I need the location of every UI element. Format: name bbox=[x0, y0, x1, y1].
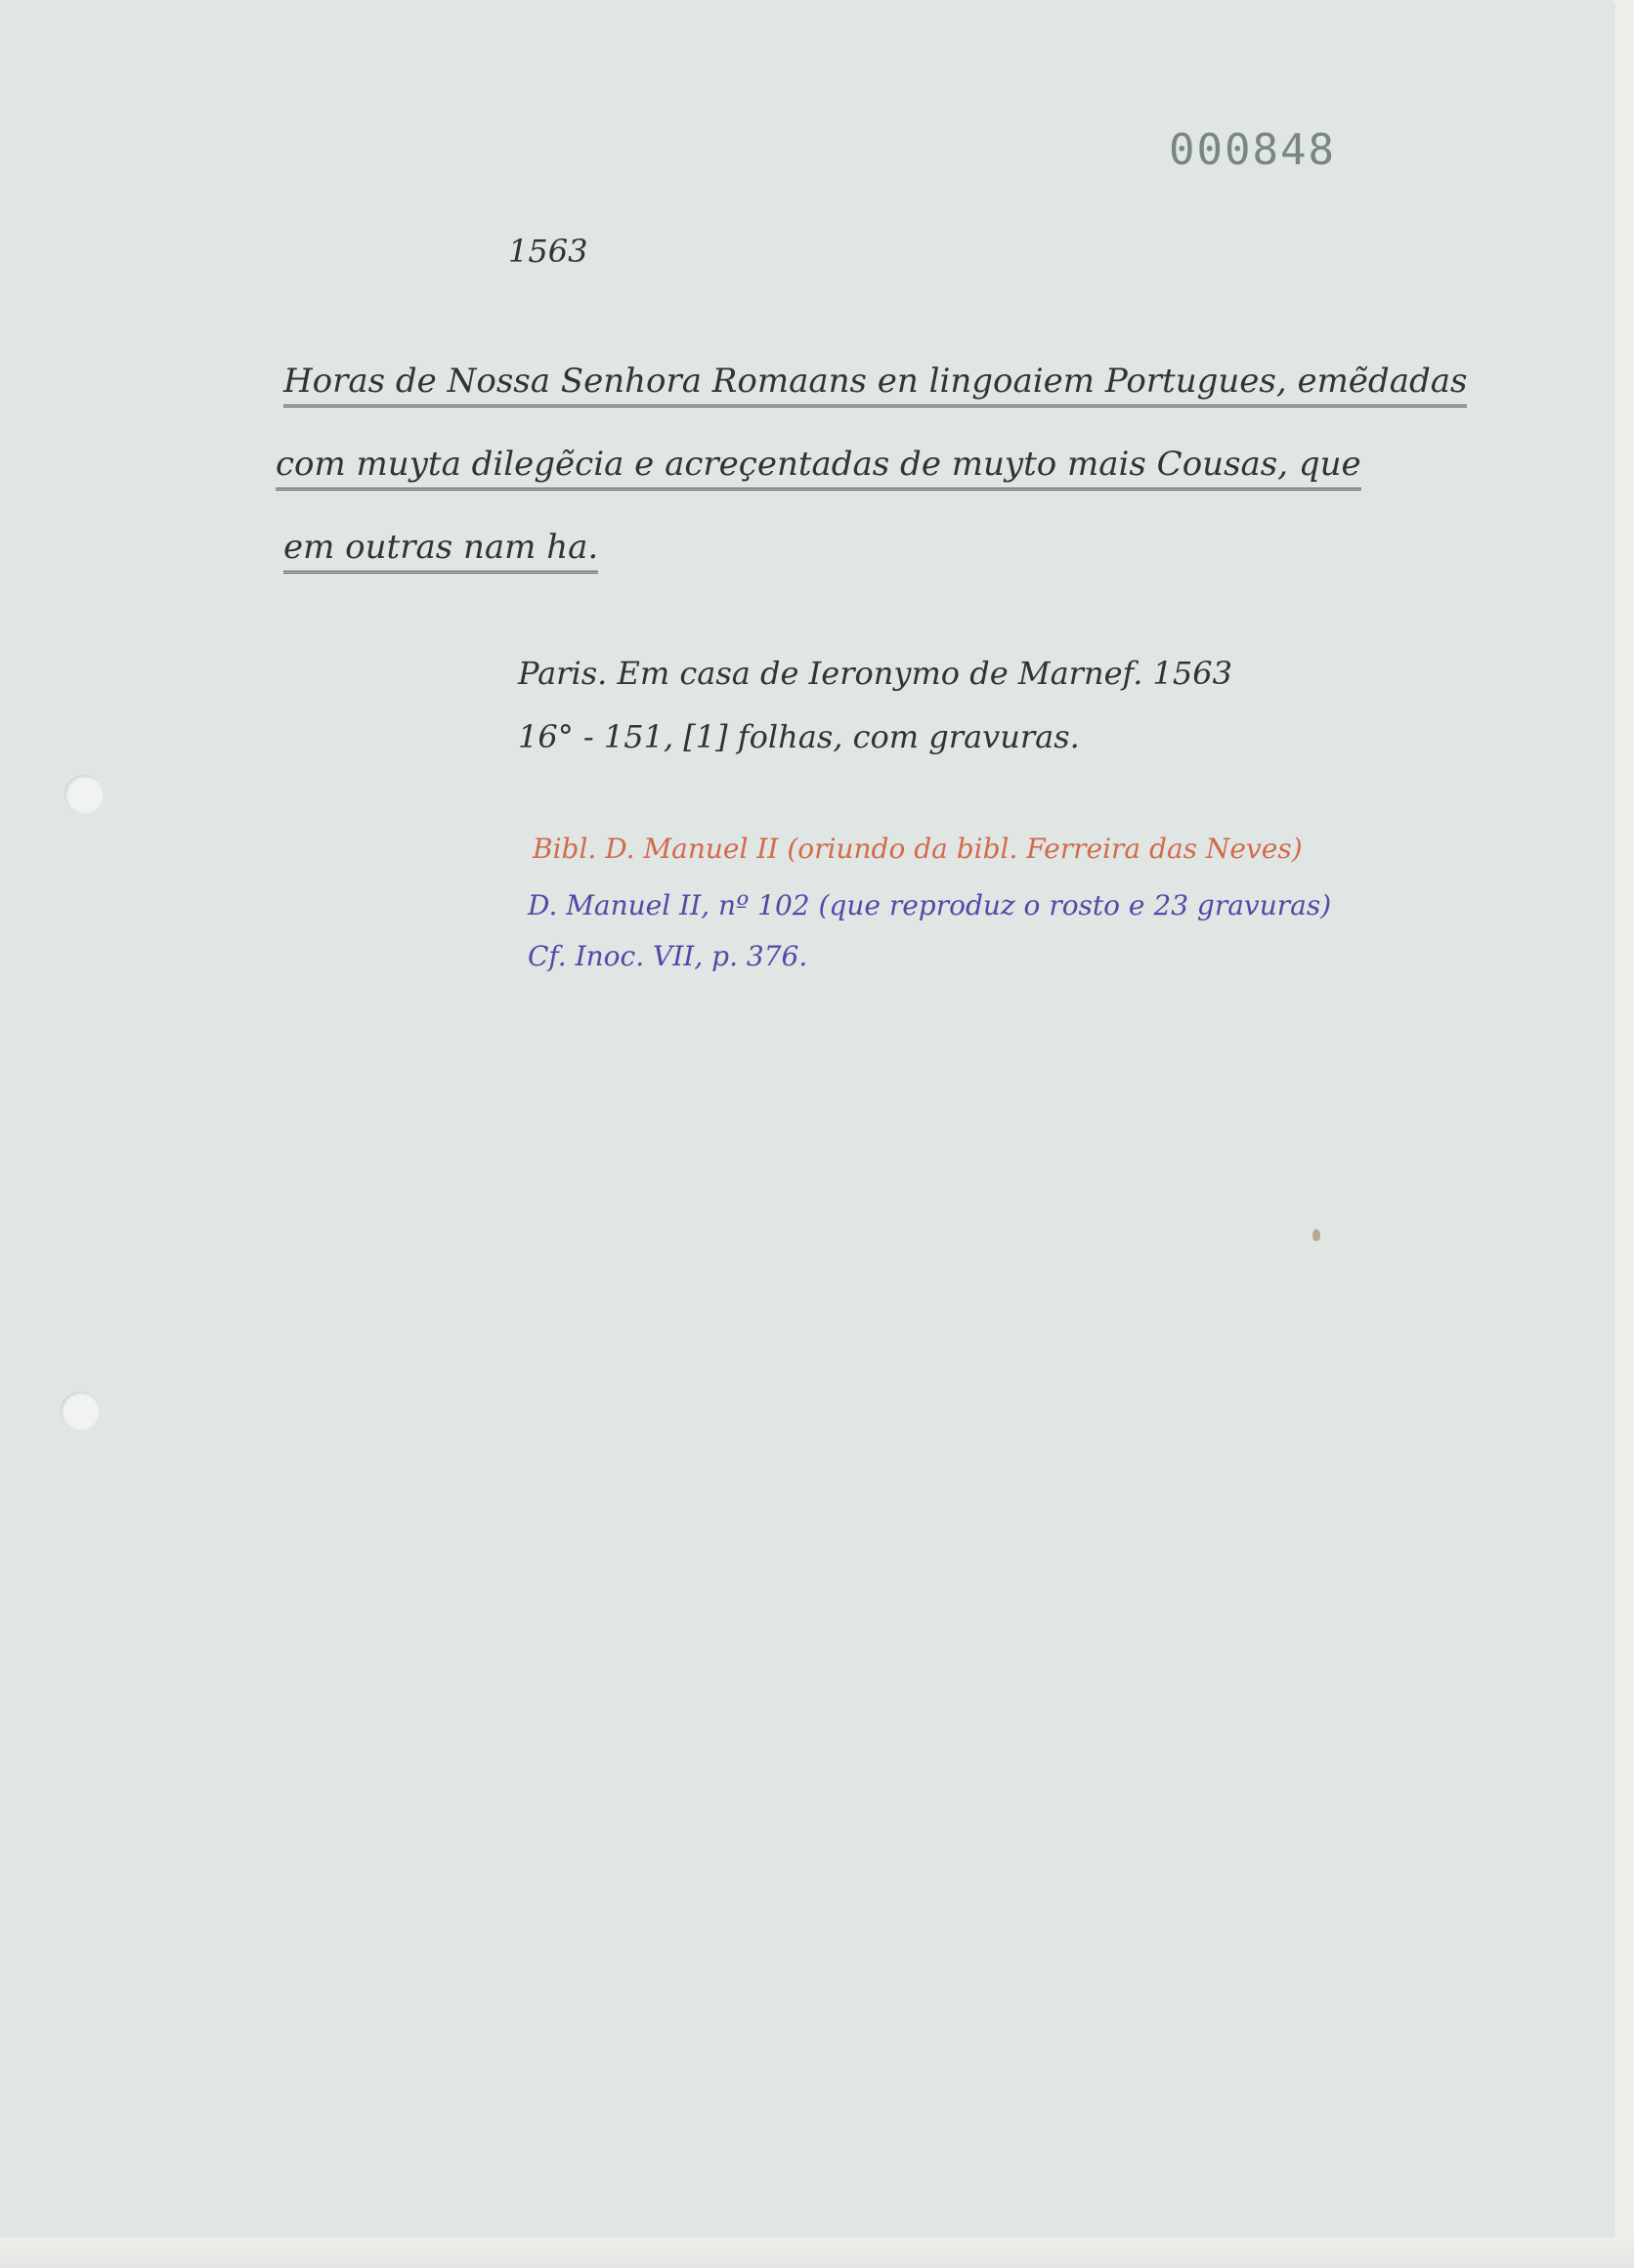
reference-note-2: Cf. Inoc. VII, p. 376. bbox=[528, 940, 808, 972]
imprint-line: Paris. Em casa de Ieronymo de Marnef. 1563 bbox=[518, 655, 1232, 692]
paper-speck bbox=[1312, 1229, 1320, 1241]
reference-note-1: D. Manuel II, nº 102 (que reproduz o rosto e 23 gravuras) bbox=[528, 889, 1332, 921]
title-line-3: em outras nam ha. bbox=[283, 528, 598, 574]
provenance-note: Bibl. D. Manuel II (oriundo da bibl. Ferreira das Neves) bbox=[533, 833, 1303, 865]
collation-line: 16° - 151, [1] folhas, com gravuras. bbox=[518, 718, 1080, 755]
title-line-1: Horas de Nossa Senhora Romaans en lingoaiem Portugues, emẽdadas bbox=[283, 362, 1467, 407]
publication-year: 1563 bbox=[508, 233, 588, 270]
scanner-bed-edge bbox=[0, 2238, 1634, 2268]
punch-hole-top bbox=[64, 775, 104, 814]
record-number-stamp: 000848 bbox=[1169, 125, 1336, 175]
title-line-2: com muyta dilegẽcia e acreçentadas de muyto mais Cousas, que bbox=[276, 445, 1361, 491]
punch-hole-bottom bbox=[61, 1391, 100, 1431]
